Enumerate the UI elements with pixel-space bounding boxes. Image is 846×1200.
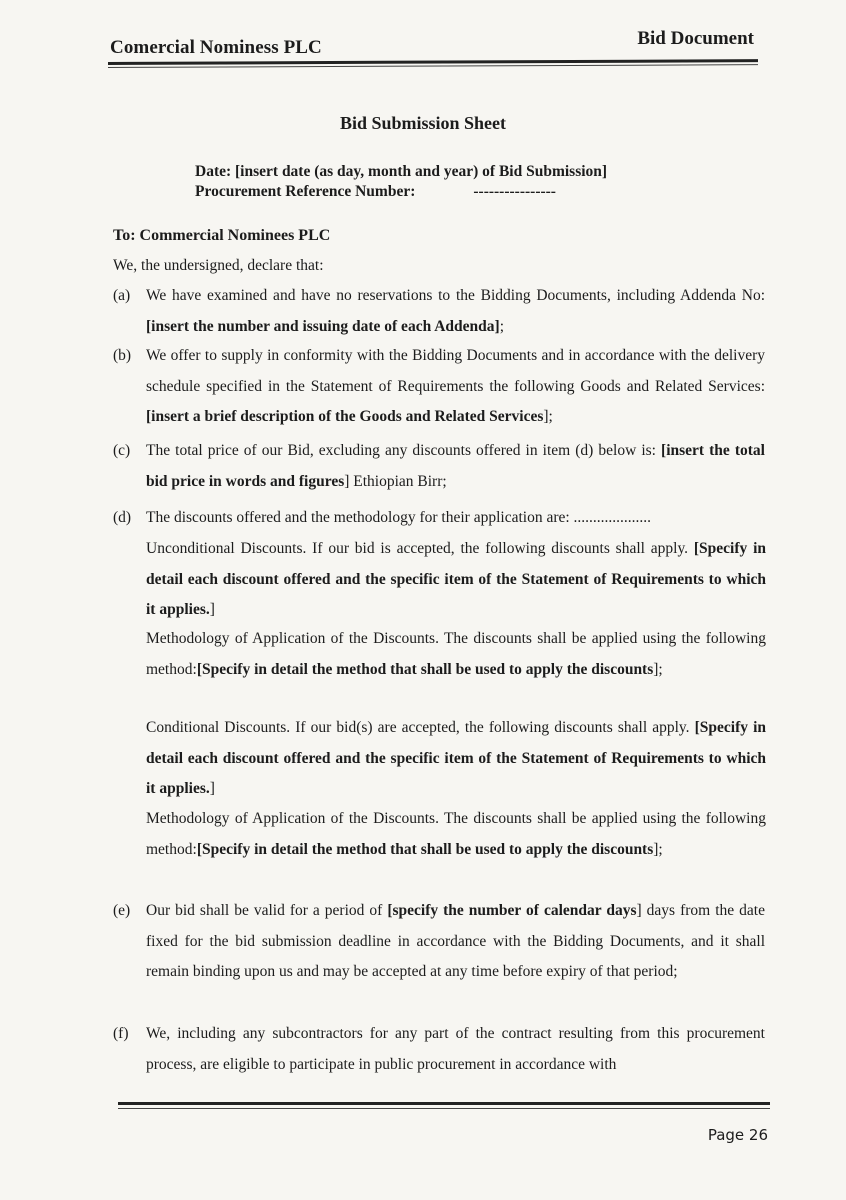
sub-placeholder: [Specify in detail each discount offered and the specific item of the Statement of Requirements to which it applies. (146, 540, 766, 618)
clause-body-end: ; (499, 317, 504, 335)
header-rule-thin (108, 64, 758, 68)
procurement-ref-value: ---------------- (473, 183, 556, 200)
footer-rule (118, 1102, 770, 1105)
sub-placeholder: [Specify in detail each discount offered and the specific item of the Statement of Requirements to which it applies. (146, 719, 767, 797)
clause-text: We, including any subcontractors for any part of the contract resulting from this procurement process, are eligible to participate in public procurement in accordance with (146, 1025, 765, 1073)
clause-label: (a) (113, 287, 131, 304)
sub-body: Unconditional Discounts. If our bid is accepted, the following discounts shall apply. (146, 540, 694, 557)
clause-placeholder: [insert the total bid price in words and figures (146, 442, 765, 490)
unconditional-discounts (146, 534, 766, 626)
clause-placeholder: [specify the number of calendar days (387, 902, 637, 919)
footer-rule-thin (118, 1108, 770, 1109)
clause-body-end: ] Ethiopian Birr; (344, 472, 447, 490)
page-title: Bid Submission Sheet (339, 113, 507, 133)
clause-c (113, 436, 765, 497)
clause-body: We have examined and have no reservations to the Bidding Documents, including Addenda No: (146, 287, 765, 304)
conditional-methodology (146, 804, 766, 865)
page-number: Page 26 (707, 1126, 768, 1144)
procurement-ref-label: Procurement Reference Number: (195, 183, 416, 200)
clause-body: Our bid shall be valid for a period of (146, 902, 388, 919)
sub-body-end: ] (209, 601, 215, 618)
sub-placeholder: [Specify in detail the method that shall be used to apply the discounts (196, 840, 654, 858)
clause-d (113, 503, 765, 534)
clause-text: The discounts offered and the methodology for their application are: .................... (146, 509, 652, 526)
sub-body-end: ] (209, 780, 215, 797)
clause-label: (f) (113, 1025, 129, 1042)
clause-label: (e) (113, 902, 131, 919)
clause-b (113, 341, 765, 433)
clause-placeholder: [insert a brief description of the Goods and Related Services (146, 408, 544, 425)
unconditional-methodology (146, 624, 766, 685)
clause-label: (b) (113, 347, 132, 364)
conditional-discounts (146, 713, 766, 805)
sub-body-end: ]; (653, 840, 663, 858)
header-document-type: Bid Document (637, 28, 754, 49)
clause-body-end: ]; (543, 408, 553, 425)
sub-body: Methodology of Application of the Discounts. The discounts shall be applied using the following method: (146, 810, 766, 858)
sub-body-end: ]; (653, 660, 663, 678)
sub-body: Methodology of Application of the Discounts. The discounts shall be applied using the following method: (146, 630, 766, 678)
addressee: To: Commercial Nominees PLC (113, 227, 331, 244)
submission-meta (195, 162, 607, 202)
clause-text (146, 896, 765, 988)
clause-label: (c) (113, 442, 131, 459)
clause-a (113, 281, 765, 342)
date-line: Date: [insert date (as day, month and year) of Bid Submission] (195, 163, 608, 180)
procurement-ref-line (195, 182, 607, 202)
clause-text (146, 341, 765, 433)
clause-label: (d) (113, 509, 132, 526)
clause-text (146, 436, 765, 497)
clause-e (113, 896, 765, 988)
clause-body: We offer to supply in conformity with the Bidding Documents and in accordance with the delivery schedule specified in the Statement of Requirements the following Goods and Related Services: (146, 347, 765, 395)
clause-body-end: ] days from the date fixed for the bid submission deadline in accordance with the Bidding Documents, and it shall remain binding upon us and may be accepted at any time before expiry of that period; (146, 902, 765, 980)
clause-body: The total price of our Bid, excluding any discounts offered in item (d) below is: (146, 442, 662, 459)
clause-text (146, 281, 765, 342)
header-company-name: Comercial Nominess PLC (110, 37, 322, 58)
clause-placeholder: [insert the number and issuing date of each Addenda] (146, 317, 500, 335)
sub-body: Conditional Discounts. If our bid(s) are accepted, the following discounts shall apply. (146, 719, 695, 736)
sub-placeholder: [Specify in detail the method that shall be used to apply the discounts (196, 660, 654, 678)
intro-statement: We, the undersigned, declare that: (113, 257, 324, 274)
clause-f (113, 1019, 765, 1080)
